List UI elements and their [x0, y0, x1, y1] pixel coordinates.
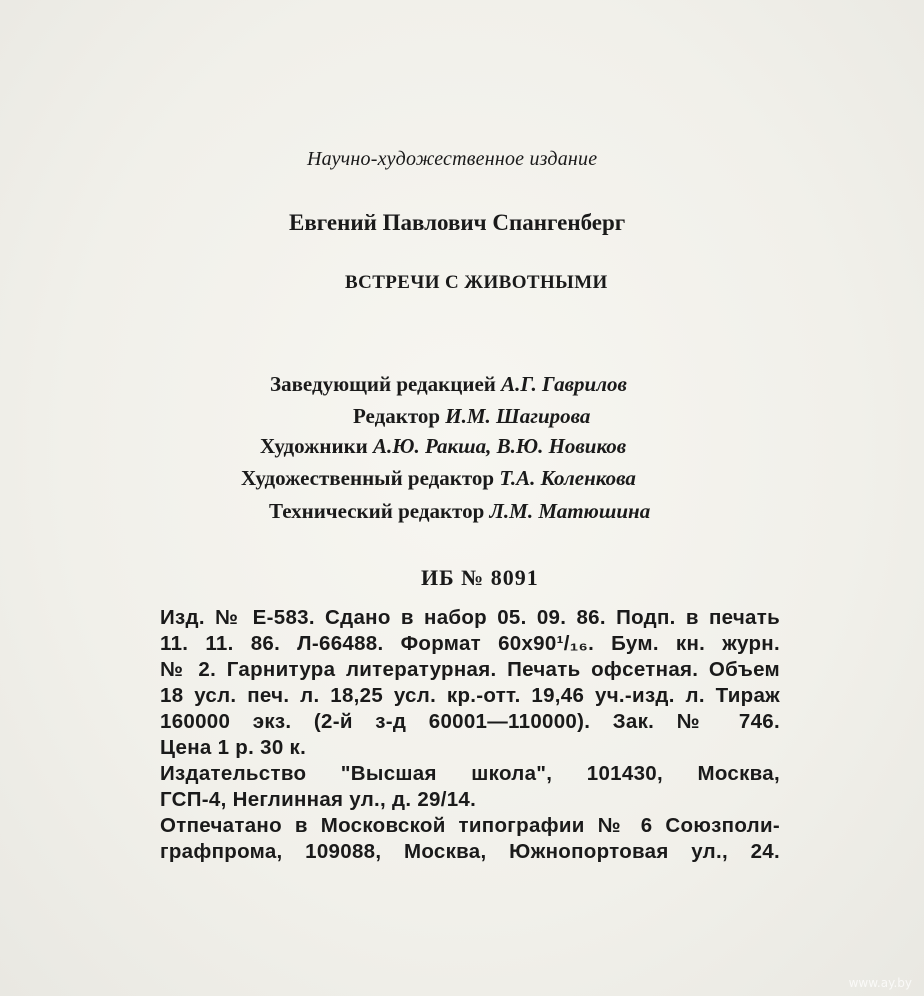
credit-role: Заведующий редакцией	[270, 372, 496, 396]
credit-person: И.М. Шагирова	[445, 404, 591, 428]
imprint-line: ГСП-4, Неглинная ул., д. 29/14.	[160, 788, 477, 811]
credit-managing-editor	[270, 372, 627, 397]
credit-role: Редактор	[353, 404, 441, 428]
credit-person: Л.М. Матюшина	[489, 499, 651, 523]
credit-artists	[260, 434, 626, 459]
ib-number: ИБ № 8091	[421, 565, 539, 590]
credit-person: А.Ю. Ракша, В.Ю. Новиков	[373, 434, 627, 458]
imprint-line: Изд. № Е-583. Сдано в набор 05. 09. 86. Подп. в печать	[160, 606, 780, 629]
credit-person: А.Г. Гаврилов	[501, 372, 627, 396]
book-title: ВСТРЕЧИ С ЖИВОТНЫМИ	[345, 272, 608, 293]
imprint-line: графпрома, 109088, Москва, Южнопортовая ул., 24.	[160, 840, 780, 863]
credit-art-editor	[241, 466, 636, 491]
credit-role: Технический редактор	[269, 499, 485, 523]
credit-editor	[353, 404, 590, 429]
imprint-line: № 2. Гарнитура литературная. Печать офсетная. Объем	[160, 658, 780, 681]
author-name: Евгений Павлович Спангенберг	[289, 210, 626, 235]
credit-technical-editor	[269, 499, 650, 524]
imprint-line: 160000 экз. (2-й з-д 60001—110000). Зак. № 746.	[160, 710, 780, 733]
credit-role: Художественный редактор	[241, 466, 495, 490]
imprint-block	[160, 605, 780, 865]
site-watermark: www.ay.by	[848, 976, 912, 990]
imprint-line: 18 усл. печ. л. 18,25 усл. кр.-отт. 19,46 уч.-изд. л. Тираж	[160, 684, 780, 707]
imprint-line: Издательство "Высшая школа", 101430, Москва,	[160, 762, 780, 785]
imprint-line: Отпечатано в Московской типографии № 6 Союзполи-	[160, 814, 780, 837]
imprint-line: 11. 11. 86. Л-66488. Формат 60х90¹/₁₆. Бум. кн. журн.	[160, 632, 780, 655]
credit-role: Художники	[260, 434, 368, 458]
imprint-line: Цена 1 р. 30 к.	[160, 736, 307, 759]
edition-type: Научно-художественное издание	[307, 148, 598, 170]
credit-person: Т.А. Коленкова	[499, 466, 636, 490]
